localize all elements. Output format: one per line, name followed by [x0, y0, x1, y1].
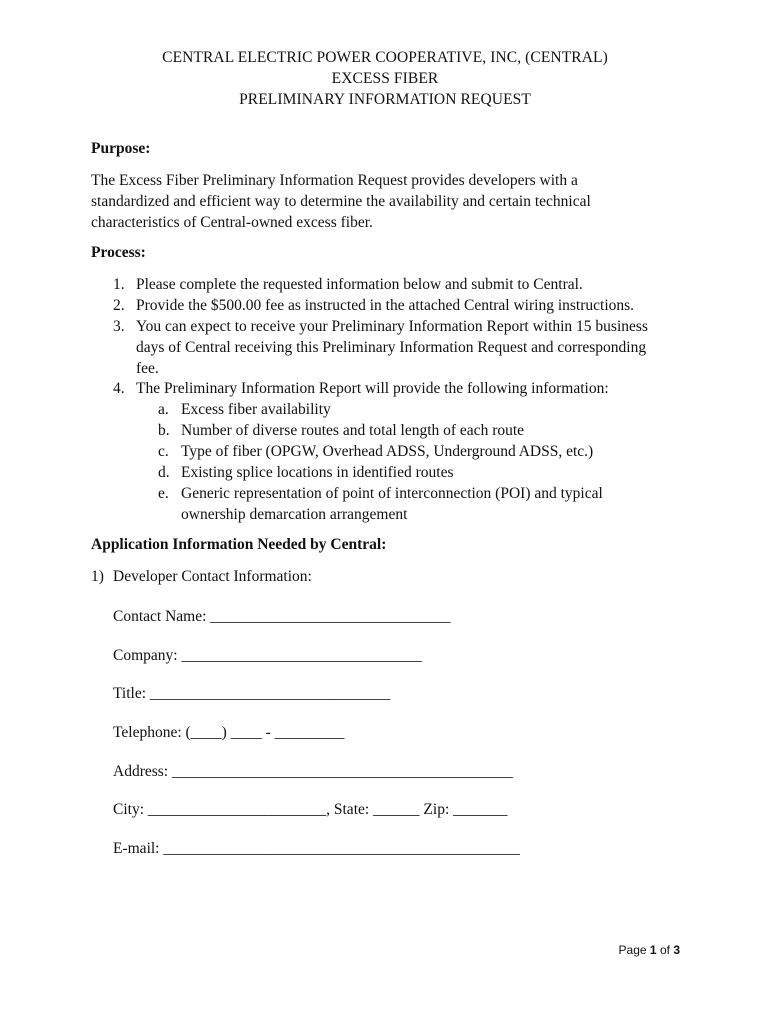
step-text-continued: fee.: [136, 360, 159, 377]
page-current: 1: [649, 943, 657, 957]
page-number: [619, 943, 680, 957]
header-subject: EXCESS FIBER: [331, 70, 439, 87]
email-field[interactable]: E-mail: ______________________________________________: [113, 840, 520, 857]
title-field[interactable]: Title: _______________________________: [113, 685, 391, 702]
page-total: 3: [673, 943, 680, 957]
step-number: 4.: [113, 380, 125, 397]
item-letter: a.: [158, 401, 169, 418]
section-number: 1): [91, 568, 104, 585]
contact-name-field[interactable]: Contact Name: _______________________________: [113, 608, 451, 625]
item-text-continued: ownership demarcation arrangement: [181, 506, 408, 523]
company-field[interactable]: Company: _______________________________: [113, 647, 422, 664]
purpose-heading: Purpose:: [91, 140, 151, 157]
step-text: Provide the $500.00 fee as instructed in the attached Central wiring instructions.: [136, 297, 635, 314]
page-of: of: [659, 943, 670, 957]
city-state-zip-field[interactable]: City: _______________________, State: ______ Zip: _______: [113, 801, 508, 818]
item-letter: e.: [158, 485, 169, 502]
application-heading: Application Information Needed by Central:: [91, 536, 387, 553]
item-letter: c.: [158, 443, 169, 460]
header-organization: CENTRAL ELECTRIC POWER COOPERATIVE, INC, (CENTRAL): [162, 49, 608, 66]
process-heading: Process:: [91, 244, 146, 261]
item-text: Number of diverse routes and total length of each route: [181, 422, 525, 439]
document-header: [0, 47, 770, 110]
step-text: The Preliminary Information Report will provide the following information:: [136, 380, 609, 397]
step-text: Please complete the requested information below and submit to Central.: [136, 276, 583, 293]
purpose-paragraph: [91, 170, 651, 233]
item-letter: b.: [158, 422, 170, 439]
item-text: Type of fiber (OPGW, Overhead ADSS, Underground ADSS, etc.): [181, 443, 594, 460]
item-text: Existing splice locations in identified routes: [181, 464, 454, 481]
telephone-field[interactable]: Telephone: (____) ____ - _________: [113, 724, 345, 741]
purpose-line: standardized and efficient way to determine the availability and certain technical: [91, 193, 591, 210]
purpose-line: The Excess Fiber Preliminary Information Request provides developers with a: [91, 172, 578, 189]
page-word: Page: [618, 943, 647, 957]
step-number: 1.: [113, 276, 125, 293]
header-title: PRELIMINARY INFORMATION REQUEST: [239, 91, 531, 108]
item-text: Generic representation of point of interconnection (POI) and typical: [181, 485, 603, 502]
step-number: 3.: [113, 318, 125, 335]
item-letter: d.: [158, 464, 170, 481]
step-number: 2.: [113, 297, 125, 314]
section-title: Developer Contact Information:: [113, 568, 312, 585]
address-field[interactable]: Address: ____________________________________________: [113, 763, 513, 780]
step-text: You can expect to receive your Preliminary Information Report within 15 business: [136, 318, 648, 335]
purpose-line: characteristics of Central-owned excess fiber.: [91, 214, 373, 231]
step-text-continued: days of Central receiving this Preliminary Information Request and corresponding: [136, 339, 647, 356]
item-text: Excess fiber availability: [181, 401, 331, 418]
